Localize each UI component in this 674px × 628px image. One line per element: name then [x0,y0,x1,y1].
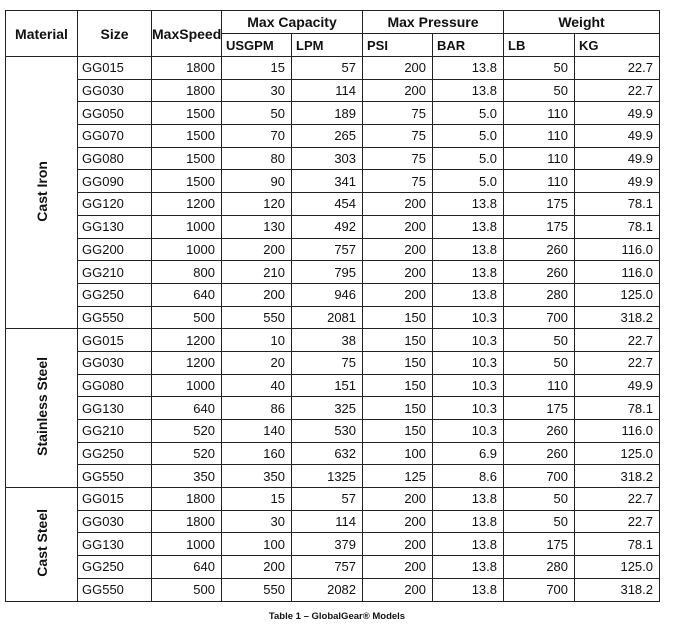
usgpm-cell: 100 [222,533,292,556]
kg-cell: 78.1 [575,193,660,216]
usgpm-cell: 50 [222,102,292,125]
lpm-cell: 1325 [292,465,363,488]
material-cell [6,57,78,329]
bar-cell: 5.0 [433,102,504,125]
lb-cell: 110 [504,147,575,170]
bar-cell: 13.8 [433,193,504,216]
psi-cell: 200 [363,556,433,579]
maxspeed-cell: 1500 [152,125,222,148]
table-body [6,57,660,602]
table-caption: Table 1 – GlobalGear® Models [268,611,406,622]
spec-table-container [5,10,659,602]
bar-cell: 10.3 [433,374,504,397]
usgpm-cell: 30 [222,510,292,533]
lb-cell: 50 [504,329,575,352]
lb-cell: 260 [504,261,575,284]
bar-cell: 13.8 [433,215,504,238]
psi-cell: 100 [363,442,433,465]
usgpm-cell: 86 [222,397,292,420]
size-cell: GG030 [78,79,152,102]
size-cell: GG120 [78,193,152,216]
kg-cell: 116.0 [575,420,660,443]
table-row [6,79,660,102]
usgpm-cell: 130 [222,215,292,238]
table-row [6,556,660,579]
usgpm-cell: 10 [222,329,292,352]
psi-cell: 200 [363,533,433,556]
kg-cell: 22.7 [575,488,660,511]
kg-cell: 78.1 [575,533,660,556]
psi-cell: 150 [363,351,433,374]
lb-cell: 50 [504,79,575,102]
bar-cell: 5.0 [433,170,504,193]
maxspeed-cell: 640 [152,397,222,420]
size-cell: GG080 [78,147,152,170]
table-row [6,488,660,511]
table-row [6,261,660,284]
maxspeed-cell: 1000 [152,238,222,261]
lb-cell: 700 [504,306,575,329]
table-row [6,283,660,306]
usgpm-cell: 90 [222,170,292,193]
table-row [6,420,660,443]
lpm-cell: 795 [292,261,363,284]
lb-cell: 280 [504,556,575,579]
bar-cell: 13.8 [433,578,504,601]
bar-cell: 13.8 [433,533,504,556]
table-row [6,510,660,533]
size-cell: GG090 [78,170,152,193]
size-cell: GG015 [78,329,152,352]
size-cell: GG030 [78,510,152,533]
kg-cell: 49.9 [575,102,660,125]
kg-cell: 22.7 [575,329,660,352]
kg-cell: 116.0 [575,238,660,261]
psi-cell: 200 [363,578,433,601]
table-row [6,397,660,420]
size-cell: GG200 [78,238,152,261]
size-cell: GG070 [78,125,152,148]
psi-cell: 200 [363,261,433,284]
usgpm-cell: 70 [222,125,292,148]
lpm-cell: 530 [292,420,363,443]
bar-cell: 13.8 [433,57,504,80]
size-cell: GG015 [78,488,152,511]
psi-cell: 150 [363,420,433,443]
bar-cell: 10.3 [433,397,504,420]
bar-cell: 10.3 [433,420,504,443]
psi-cell: 200 [363,283,433,306]
lb-cell: 175 [504,215,575,238]
lpm-cell: 325 [292,397,363,420]
table-row [6,238,660,261]
usgpm-cell: 550 [222,306,292,329]
maxspeed-cell: 500 [152,578,222,601]
psi-cell: 75 [363,147,433,170]
bar-cell: 10.3 [433,306,504,329]
lpm-cell: 265 [292,125,363,148]
header-weight: Weight [504,11,660,34]
usgpm-cell: 120 [222,193,292,216]
usgpm-cell: 350 [222,465,292,488]
lpm-cell: 454 [292,193,363,216]
lpm-cell: 632 [292,442,363,465]
table-row [6,442,660,465]
size-cell: GG050 [78,102,152,125]
usgpm-cell: 20 [222,351,292,374]
bar-cell: 5.0 [433,125,504,148]
header-lb: LB [504,34,575,57]
usgpm-cell: 210 [222,261,292,284]
lb-cell: 50 [504,57,575,80]
maxspeed-cell: 800 [152,261,222,284]
bar-cell: 13.8 [433,79,504,102]
models-spec-table [5,10,660,602]
usgpm-cell: 160 [222,442,292,465]
maxspeed-cell: 1800 [152,488,222,511]
usgpm-cell: 40 [222,374,292,397]
maxspeed-cell: 1000 [152,374,222,397]
size-cell: GG130 [78,533,152,556]
size-cell: GG250 [78,283,152,306]
kg-cell: 49.9 [575,374,660,397]
lpm-cell: 38 [292,329,363,352]
maxspeed-cell: 1200 [152,193,222,216]
header-bar: BAR [433,34,504,57]
lpm-cell: 492 [292,215,363,238]
size-cell: GG080 [78,374,152,397]
maxspeed-cell: 1000 [152,533,222,556]
lb-cell: 700 [504,578,575,601]
kg-cell: 22.7 [575,57,660,80]
table-row [6,147,660,170]
table-row [6,102,660,125]
lpm-cell: 341 [292,170,363,193]
size-cell: GG130 [78,215,152,238]
size-cell: GG250 [78,556,152,579]
psi-cell: 200 [363,193,433,216]
maxspeed-cell: 500 [152,306,222,329]
maxspeed-cell: 1800 [152,57,222,80]
size-cell: GG550 [78,306,152,329]
kg-cell: 22.7 [575,351,660,374]
bar-cell: 8.6 [433,465,504,488]
table-row [6,374,660,397]
material-label: Cast Iron [33,160,50,222]
maxspeed-cell: 520 [152,420,222,443]
lb-cell: 110 [504,125,575,148]
lpm-cell: 2082 [292,578,363,601]
header-kg: KG [575,34,660,57]
bar-cell: 10.3 [433,351,504,374]
bar-cell: 13.8 [433,488,504,511]
lpm-cell: 303 [292,147,363,170]
size-cell: GG210 [78,420,152,443]
kg-cell: 318.2 [575,465,660,488]
lb-cell: 50 [504,351,575,374]
material-cell [6,329,78,488]
psi-cell: 200 [363,79,433,102]
kg-cell: 49.9 [575,147,660,170]
bar-cell: 13.8 [433,283,504,306]
table-row [6,125,660,148]
size-cell: GG210 [78,261,152,284]
maxspeed-cell: 520 [152,442,222,465]
header-row-top [6,11,660,34]
usgpm-cell: 30 [222,79,292,102]
psi-cell: 75 [363,102,433,125]
bar-cell: 6.9 [433,442,504,465]
psi-cell: 125 [363,465,433,488]
lb-cell: 175 [504,533,575,556]
usgpm-cell: 550 [222,578,292,601]
psi-cell: 200 [363,510,433,533]
usgpm-cell: 200 [222,283,292,306]
maxspeed-cell: 1200 [152,351,222,374]
maxspeed-cell: 1800 [152,510,222,533]
psi-cell: 200 [363,238,433,261]
table-row [6,215,660,238]
kg-cell: 78.1 [575,215,660,238]
size-cell: GG030 [78,351,152,374]
kg-cell: 22.7 [575,510,660,533]
header-maxspeed: MaxSpeed [152,11,222,57]
kg-cell: 78.1 [575,397,660,420]
psi-cell: 200 [363,488,433,511]
kg-cell: 125.0 [575,556,660,579]
header-max-pressure: Max Pressure [363,11,504,34]
bar-cell: 13.8 [433,261,504,284]
table-row [6,170,660,193]
lb-cell: 260 [504,442,575,465]
maxspeed-cell: 640 [152,283,222,306]
psi-cell: 200 [363,57,433,80]
lb-cell: 700 [504,465,575,488]
lb-cell: 110 [504,374,575,397]
maxspeed-cell: 1800 [152,79,222,102]
psi-cell: 200 [363,215,433,238]
psi-cell: 150 [363,374,433,397]
psi-cell: 75 [363,125,433,148]
table-row [6,351,660,374]
table-row [6,57,660,80]
kg-cell: 318.2 [575,306,660,329]
maxspeed-cell: 350 [152,465,222,488]
lpm-cell: 114 [292,510,363,533]
bar-cell: 13.8 [433,510,504,533]
kg-cell: 318.2 [575,578,660,601]
material-cell [6,488,78,601]
kg-cell: 22.7 [575,79,660,102]
bar-cell: 13.8 [433,238,504,261]
kg-cell: 49.9 [575,170,660,193]
lpm-cell: 379 [292,533,363,556]
lpm-cell: 2081 [292,306,363,329]
maxspeed-cell: 1500 [152,147,222,170]
header-material: Material [6,11,78,57]
lpm-cell: 189 [292,102,363,125]
usgpm-cell: 200 [222,238,292,261]
header-max-capacity: Max Capacity [222,11,363,34]
table-row [6,329,660,352]
lb-cell: 50 [504,488,575,511]
material-label: Stainless Steel [33,357,50,457]
maxspeed-cell: 1500 [152,170,222,193]
bar-cell: 5.0 [433,147,504,170]
psi-cell: 150 [363,329,433,352]
lpm-cell: 114 [292,79,363,102]
lb-cell: 175 [504,193,575,216]
kg-cell: 116.0 [575,261,660,284]
lb-cell: 280 [504,283,575,306]
usgpm-cell: 200 [222,556,292,579]
size-cell: GG130 [78,397,152,420]
psi-cell: 75 [363,170,433,193]
lb-cell: 110 [504,102,575,125]
lpm-cell: 151 [292,374,363,397]
size-cell: GG550 [78,578,152,601]
header-lpm: LPM [292,34,363,57]
lpm-cell: 57 [292,488,363,511]
header-size: Size [78,11,152,57]
table-row [6,306,660,329]
bar-cell: 10.3 [433,329,504,352]
table-row [6,533,660,556]
lpm-cell: 757 [292,556,363,579]
usgpm-cell: 15 [222,57,292,80]
table-row [6,193,660,216]
kg-cell: 49.9 [575,125,660,148]
size-cell: GG250 [78,442,152,465]
header-psi: PSI [363,34,433,57]
material-label: Cast Steel [33,508,50,577]
psi-cell: 150 [363,306,433,329]
usgpm-cell: 15 [222,488,292,511]
lb-cell: 175 [504,397,575,420]
table-row [6,578,660,601]
size-cell: GG015 [78,57,152,80]
table-row [6,465,660,488]
lb-cell: 260 [504,238,575,261]
maxspeed-cell: 1200 [152,329,222,352]
size-cell: GG550 [78,465,152,488]
lpm-cell: 757 [292,238,363,261]
maxspeed-cell: 1500 [152,102,222,125]
lpm-cell: 946 [292,283,363,306]
kg-cell: 125.0 [575,442,660,465]
lb-cell: 260 [504,420,575,443]
bar-cell: 13.8 [433,556,504,579]
lpm-cell: 57 [292,57,363,80]
kg-cell: 125.0 [575,283,660,306]
lpm-cell: 75 [292,351,363,374]
maxspeed-cell: 640 [152,556,222,579]
header-usgpm: USGPM [222,34,292,57]
psi-cell: 150 [363,397,433,420]
lb-cell: 50 [504,510,575,533]
lb-cell: 110 [504,170,575,193]
usgpm-cell: 140 [222,420,292,443]
usgpm-cell: 80 [222,147,292,170]
maxspeed-cell: 1000 [152,215,222,238]
